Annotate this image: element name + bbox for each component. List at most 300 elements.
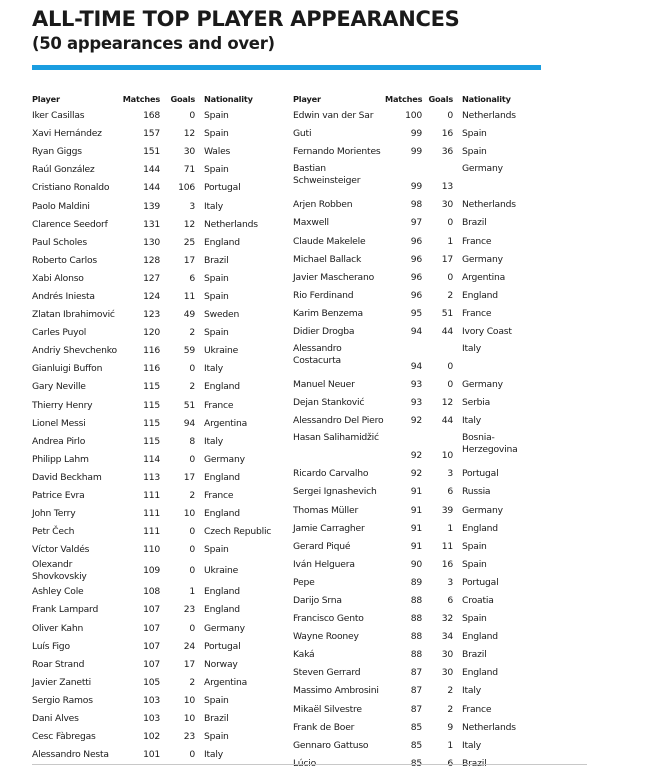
goals-value: 3	[189, 200, 195, 212]
nationality-value: Germany	[462, 253, 503, 265]
goals-value: 51	[183, 399, 195, 411]
table-row	[293, 376, 548, 394]
table-row	[293, 341, 548, 376]
nationality-value: Spain	[204, 272, 229, 284]
goals-value: 11	[183, 290, 195, 302]
nationality-value: Portugal	[204, 182, 241, 194]
matches-value: 99	[410, 128, 422, 140]
table-row	[32, 234, 280, 252]
matches-value: 109	[143, 565, 160, 577]
table-row	[293, 737, 548, 755]
matches-value: 144	[143, 182, 160, 194]
player-name: Gary Neville	[32, 381, 86, 393]
nationality-value: Italy	[462, 739, 481, 751]
matches-value: 115	[143, 417, 160, 429]
matches-value: 85	[410, 739, 422, 751]
table-row	[32, 288, 280, 306]
matches-value: 91	[410, 486, 422, 498]
matches-value: 116	[143, 363, 160, 375]
nationality-value: France	[204, 490, 234, 502]
matches-value: 98	[410, 199, 422, 211]
player-name: Víctor Valdés	[32, 544, 90, 556]
matches-value: 92	[410, 450, 422, 462]
matches-value: 113	[143, 471, 160, 483]
goals-value: 10	[183, 694, 195, 706]
nationality-value: Italy	[462, 343, 481, 355]
col-header-player: Player	[293, 94, 321, 104]
left-table-column	[32, 92, 280, 764]
table-row	[293, 394, 548, 412]
table-row	[32, 161, 280, 179]
matches-value: 87	[410, 703, 422, 715]
nationality-value: Portugal	[204, 640, 241, 652]
goals-value: 2	[447, 685, 453, 697]
matches-value: 107	[143, 604, 160, 616]
matches-value: 91	[410, 522, 422, 534]
table-row	[293, 251, 548, 269]
nationality-value: Italy	[204, 749, 223, 761]
player-name: John Terry	[32, 508, 76, 520]
table-row	[32, 197, 280, 215]
nationality-value: Ivory Coast	[462, 325, 512, 337]
goals-value: 17	[183, 254, 195, 266]
matches-value: 88	[410, 613, 422, 625]
goals-value: 51	[441, 307, 453, 319]
goals-value: 0	[189, 565, 195, 577]
matches-value: 124	[143, 290, 160, 302]
nationality-value: Spain	[462, 146, 487, 158]
nationality-value: England	[204, 471, 240, 483]
player-name: Cesc Fàbregas	[32, 731, 96, 743]
nationality-value: England	[462, 522, 498, 534]
goals-value: 23	[183, 604, 195, 616]
matches-value: 108	[143, 586, 160, 598]
table-row	[293, 592, 548, 610]
table-row	[293, 143, 548, 161]
table-row	[32, 541, 280, 559]
table-row	[32, 674, 280, 692]
goals-value: 16	[441, 558, 453, 570]
table-row	[32, 487, 280, 505]
player-name: David Beckham	[32, 471, 102, 483]
nationality-value: Spain	[462, 540, 487, 552]
nationality-value: Spain	[204, 164, 229, 176]
player-name: Alessandro Costacurta	[293, 343, 342, 367]
table-row	[32, 451, 280, 469]
table-row	[293, 305, 548, 323]
nationality-value: England	[204, 381, 240, 393]
nationality-value: Germany	[462, 163, 503, 175]
nationality-value: Spain	[204, 731, 229, 743]
nationality-value: Portugal	[462, 576, 499, 588]
table-header-row	[32, 92, 280, 107]
matches-value: 101	[143, 749, 160, 761]
col-header-matches: Matches	[385, 94, 423, 104]
nationality-value: Spain	[462, 128, 487, 140]
nationality-value: England	[204, 604, 240, 616]
goals-value: 0	[189, 622, 195, 634]
player-name: Paolo Maldini	[32, 200, 90, 212]
table-row	[32, 179, 280, 197]
table-row	[32, 601, 280, 619]
player-name: Kaká	[293, 649, 315, 661]
player-name: Javier Mascherano	[293, 271, 375, 283]
nationality-value: Russia	[462, 486, 491, 498]
player-name: Mikaël Silvestre	[293, 703, 362, 715]
matches-value: 114	[143, 453, 160, 465]
player-name: Javier Zanetti	[32, 676, 92, 688]
matches-value: 127	[143, 272, 160, 284]
nationality-value: Norway	[204, 658, 238, 670]
table-row	[293, 646, 548, 664]
nationality-value: England	[462, 289, 498, 301]
nationality-value: England	[462, 667, 498, 679]
goals-value: 12	[183, 128, 195, 140]
player-name: Gennaro Gattuso	[293, 739, 369, 751]
nationality-value: Netherlands	[204, 218, 258, 230]
nationality-value: Spain	[204, 544, 229, 556]
table-row	[32, 378, 280, 396]
matches-value: 107	[143, 640, 160, 652]
player-name: Gianluigi Buffon	[32, 363, 103, 375]
player-name: Thierry Henry	[32, 399, 93, 411]
table-row	[32, 505, 280, 523]
appearances-table-right	[293, 92, 548, 773]
table-row	[32, 324, 280, 342]
player-name: Lionel Messi	[32, 417, 86, 429]
player-name: Iker Casillas	[32, 110, 85, 122]
table-row	[293, 682, 548, 700]
player-name: Didier Drogba	[293, 325, 355, 337]
matches-value: 96	[410, 235, 422, 247]
matches-value: 93	[410, 397, 422, 409]
page-title: ALL-TIME TOP PLAYER APPEARANCES	[32, 7, 460, 31]
nationality-value: Spain	[204, 290, 229, 302]
matches-value: 90	[410, 558, 422, 570]
nationality-value: Germany	[204, 622, 245, 634]
goals-value: 36	[441, 146, 453, 158]
nationality-value: Sweden	[204, 309, 240, 321]
player-name: Clarence Seedorf	[32, 218, 108, 230]
nationality-value: Croatia	[462, 595, 494, 607]
table-row	[32, 710, 280, 728]
table-row	[32, 143, 280, 161]
nationality-value: Bosnia-Herzegovina	[462, 432, 518, 456]
goals-value: 0	[189, 363, 195, 375]
matches-value: 91	[410, 504, 422, 516]
nationality-value: Spain	[462, 613, 487, 625]
goals-value: 0	[447, 361, 453, 373]
goals-value: 106	[178, 182, 195, 194]
nationality-value: Brazil	[204, 254, 229, 266]
player-name: Dejan Stanković	[293, 397, 365, 409]
matches-value: 105	[143, 676, 160, 688]
player-name: Maxwell	[293, 217, 329, 229]
player-name: Oliver Kahn	[32, 622, 84, 634]
nationality-value: England	[462, 631, 498, 643]
nationality-value: Italy	[204, 435, 223, 447]
player-name: Philipp Lahm	[32, 453, 89, 465]
nationality-value: Germany	[462, 379, 503, 391]
goals-value: 6	[447, 595, 453, 607]
goals-value: 44	[441, 325, 453, 337]
table-row	[32, 360, 280, 378]
matches-value: 96	[410, 271, 422, 283]
player-name: Michael Ballack	[293, 253, 362, 265]
table-row	[32, 107, 280, 125]
table-row	[293, 664, 548, 682]
matches-value: 107	[143, 658, 160, 670]
goals-value: 8	[189, 435, 195, 447]
matches-value: 100	[405, 110, 422, 122]
nationality-value: Ukraine	[204, 565, 239, 577]
player-name: Cristiano Ronaldo	[32, 182, 110, 194]
bottom-divider	[32, 764, 587, 765]
appearances-table-left	[32, 92, 280, 764]
col-header-goals: Goals	[170, 94, 195, 104]
goals-value: 0	[447, 379, 453, 391]
table-row	[32, 469, 280, 487]
goals-value: 32	[441, 613, 453, 625]
table-row	[293, 161, 548, 196]
nationality-value: Italy	[204, 363, 223, 375]
matches-value: 99	[410, 146, 422, 158]
goals-value: 10	[183, 713, 195, 725]
matches-value: 111	[143, 508, 160, 520]
matches-value: 99	[410, 181, 422, 193]
player-name: Edwin van der Sar	[293, 110, 374, 122]
nationality-value: Spain	[462, 558, 487, 570]
goals-value: 59	[183, 345, 195, 357]
table-row	[32, 397, 280, 415]
matches-value: 97	[410, 217, 422, 229]
table-body-right	[293, 107, 548, 773]
matches-value: 87	[410, 667, 422, 679]
nationality-value: Netherlands	[462, 110, 516, 122]
goals-value: 94	[183, 417, 195, 429]
goals-value: 2	[447, 289, 453, 301]
player-name: Francisco Gento	[293, 613, 364, 625]
table-row	[32, 216, 280, 234]
player-name: Pepe	[293, 576, 315, 588]
matches-value: 111	[143, 490, 160, 502]
goals-value: 1	[447, 739, 453, 751]
goals-value: 2	[189, 676, 195, 688]
goals-value: 10	[183, 508, 195, 520]
table-row	[293, 125, 548, 143]
table-row	[293, 502, 548, 520]
table-row	[32, 306, 280, 324]
goals-value: 6	[189, 272, 195, 284]
goals-value: 1	[189, 586, 195, 598]
col-header-player: Player	[32, 94, 60, 104]
player-name: Ryan Giggs	[32, 146, 82, 158]
goals-value: 0	[189, 526, 195, 538]
nationality-value: Netherlands	[462, 199, 516, 211]
player-name: Alessandro Del Piero	[293, 415, 384, 427]
matches-value: 93	[410, 379, 422, 391]
goals-value: 25	[183, 236, 195, 248]
table-row	[32, 342, 280, 360]
goals-value: 0	[447, 110, 453, 122]
nationality-value: Serbia	[462, 397, 491, 409]
goals-value: 12	[183, 218, 195, 230]
matches-value: 131	[143, 218, 160, 230]
table-row	[32, 559, 280, 583]
matches-value: 94	[410, 361, 422, 373]
nationality-value: Spain	[204, 694, 229, 706]
table-row	[293, 214, 548, 232]
nationality-value: Portugal	[462, 468, 499, 480]
matches-value: 88	[410, 649, 422, 661]
player-name: Arjen Robben	[293, 199, 353, 211]
table-row	[293, 719, 548, 737]
player-name: Darijo Srna	[293, 595, 342, 607]
table-row	[293, 701, 548, 719]
table-row	[32, 252, 280, 270]
matches-value: 157	[143, 128, 160, 140]
player-name: Manuel Neuer	[293, 379, 355, 391]
col-header-matches: Matches	[122, 94, 160, 104]
player-name: Raúl González	[32, 164, 95, 176]
goals-value: 9	[447, 721, 453, 733]
table-row	[293, 323, 548, 341]
goals-value: 34	[441, 631, 453, 643]
player-name: Fernando Morientes	[293, 146, 381, 158]
table-row	[32, 523, 280, 541]
table-row	[32, 656, 280, 674]
goals-value: 39	[441, 504, 453, 516]
nationality-value: Spain	[204, 327, 229, 339]
player-name: Andrés Iniesta	[32, 290, 95, 302]
table-row	[293, 232, 548, 250]
goals-value: 0	[189, 749, 195, 761]
goals-value: 11	[441, 540, 453, 552]
matches-value: 103	[143, 713, 160, 725]
table-row	[293, 574, 548, 592]
nationality-value: Brazil	[462, 217, 487, 229]
matches-value: 102	[143, 731, 160, 743]
goals-value: 44	[441, 415, 453, 427]
goals-value: 0	[189, 544, 195, 556]
table-row	[293, 520, 548, 538]
matches-value: 115	[143, 399, 160, 411]
table-row	[293, 287, 548, 305]
matches-value: 130	[143, 236, 160, 248]
nationality-value: Italy	[462, 685, 481, 697]
table-row	[32, 728, 280, 746]
player-name: Roar Strand	[32, 658, 85, 670]
nationality-value: Brazil	[204, 713, 229, 725]
player-name: Frank de Boer	[293, 721, 355, 733]
goals-value: 16	[441, 128, 453, 140]
matches-value: 123	[143, 309, 160, 321]
player-name: Ashley Cole	[32, 586, 84, 598]
player-name: Andriy Shevchenko	[32, 345, 117, 357]
player-name: Iván Helguera	[293, 558, 355, 570]
nationality-value: Argentina	[204, 676, 248, 688]
matches-value: 116	[143, 345, 160, 357]
matches-value: 94	[410, 325, 422, 337]
nationality-value: France	[462, 235, 492, 247]
player-name: Ricardo Carvalho	[293, 468, 369, 480]
goals-value: 2	[189, 381, 195, 393]
accent-bar	[32, 65, 541, 70]
goals-value: 30	[441, 649, 453, 661]
table-row	[32, 638, 280, 656]
table-row	[32, 270, 280, 288]
nationality-value: Ukraine	[204, 345, 239, 357]
goals-value: 17	[441, 253, 453, 265]
matches-value: 128	[143, 254, 160, 266]
goals-value: 0	[189, 453, 195, 465]
matches-value: 111	[143, 526, 160, 538]
nationality-value: England	[204, 586, 240, 598]
nationality-value: France	[204, 399, 234, 411]
table-row	[32, 746, 280, 764]
nationality-value: Czech Republic	[204, 526, 272, 538]
table-row	[293, 556, 548, 574]
matches-value: 115	[143, 435, 160, 447]
player-name: Luís Figo	[32, 640, 70, 652]
nationality-value: Brazil	[462, 649, 487, 661]
table-row	[293, 269, 548, 287]
matches-value: 89	[410, 576, 422, 588]
nationality-value: Germany	[204, 453, 245, 465]
goals-value: 2	[189, 490, 195, 502]
player-name: Patrice Evra	[32, 490, 85, 502]
player-name: Claude Makelele	[293, 235, 366, 247]
matches-value: 85	[410, 721, 422, 733]
player-name: Sergio Ramos	[32, 694, 93, 706]
goals-value: 30	[441, 199, 453, 211]
player-name: Steven Gerrard	[293, 667, 361, 679]
matches-value: 88	[410, 631, 422, 643]
nationality-value: England	[204, 236, 240, 248]
table-row	[293, 538, 548, 556]
player-name: Jamie Carragher	[293, 522, 365, 534]
goals-value: 6	[447, 486, 453, 498]
goals-value: 71	[183, 164, 195, 176]
player-name: Bastian Schweinsteiger	[293, 163, 361, 187]
player-name: Xavi Hernández	[32, 128, 102, 140]
goals-value: 2	[189, 327, 195, 339]
player-name: Frank Lampard	[32, 604, 99, 616]
goals-value: 1	[447, 522, 453, 534]
nationality-value: Spain	[204, 110, 229, 122]
goals-value: 2	[447, 703, 453, 715]
matches-value: 115	[143, 381, 160, 393]
player-name: Sergei Ignashevich	[293, 486, 377, 498]
page-subtitle: (50 appearances and over)	[32, 34, 275, 53]
table-row	[32, 692, 280, 710]
matches-value: 107	[143, 622, 160, 634]
player-name: Gerard Piqué	[293, 540, 351, 552]
col-header-goals: Goals	[428, 94, 453, 104]
table-row	[293, 430, 548, 465]
player-name: Dani Alves	[32, 713, 79, 725]
player-name: Andrea Pirlo	[32, 435, 86, 447]
matches-value: 144	[143, 164, 160, 176]
matches-value: 92	[410, 415, 422, 427]
nationality-value: Germany	[462, 504, 503, 516]
player-name: Carles Puyol	[32, 327, 87, 339]
goals-value: 0	[189, 110, 195, 122]
nationality-value: Wales	[204, 146, 231, 158]
matches-value: 87	[410, 685, 422, 697]
matches-value: 151	[143, 146, 160, 158]
table-row	[293, 412, 548, 430]
